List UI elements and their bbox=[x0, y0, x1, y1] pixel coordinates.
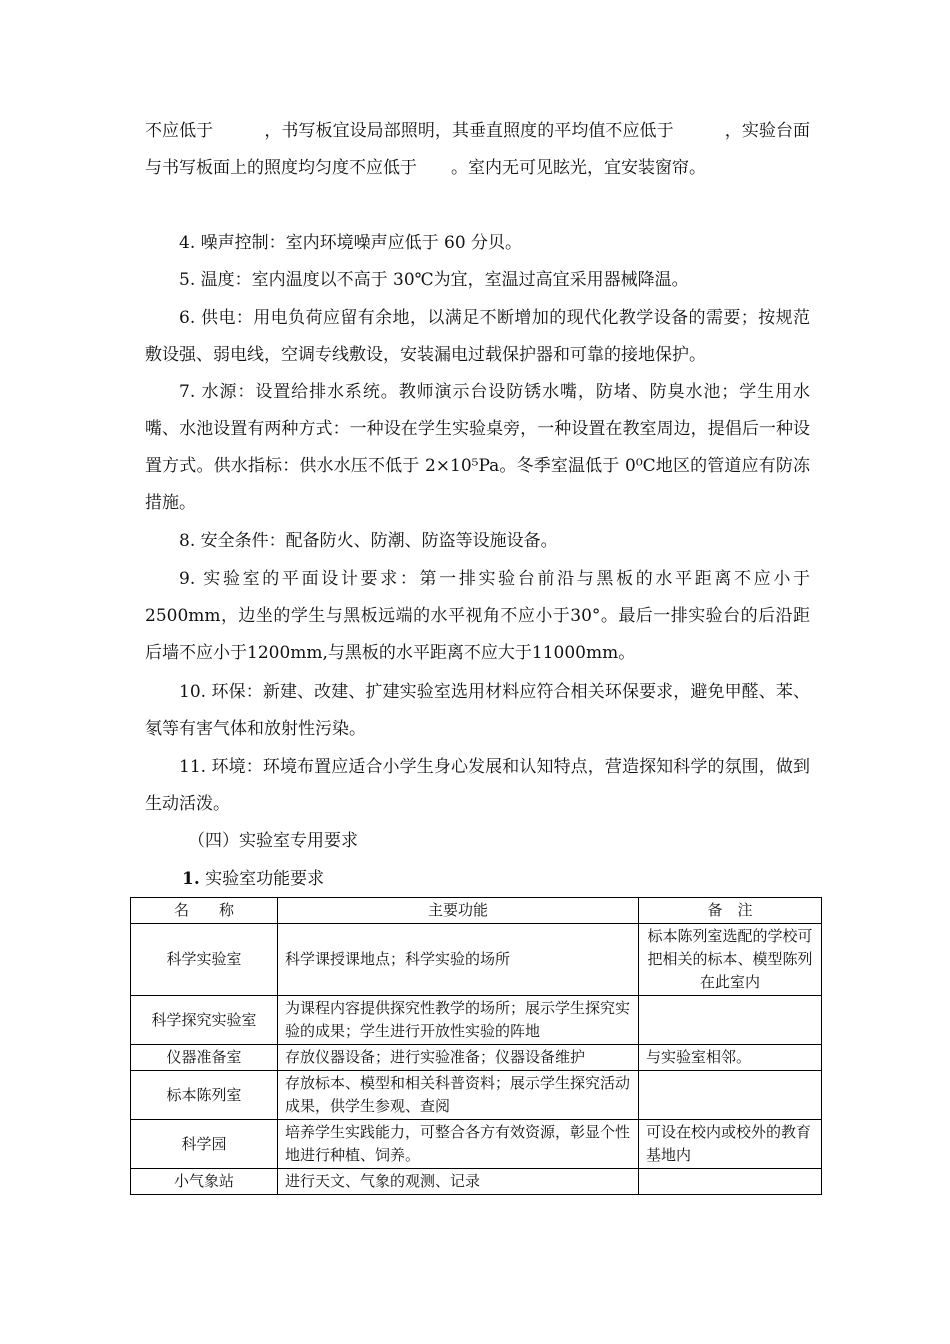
table-row bbox=[131, 1169, 822, 1195]
table-row bbox=[131, 1120, 822, 1169]
row-note bbox=[639, 996, 822, 1045]
paragraph-power: 6. 供电：用电负荷应留有余地，以满足不断增加的现代化教学设备的需要；按规范敷设强、弱电线，空调专线敷设，安装漏电过载保护器和可靠的接地保护。 bbox=[145, 308, 810, 365]
row-note: 与实验室相邻。 bbox=[639, 1045, 822, 1071]
header-note: 备 注 bbox=[639, 898, 822, 924]
row-function: 科学课授课地点；科学实验的场所 bbox=[278, 924, 639, 996]
row-name: 小气象站 bbox=[131, 1169, 278, 1195]
header-name: 名 称 bbox=[131, 898, 278, 924]
row-function: 进行天文、气象的观测、记录 bbox=[278, 1169, 639, 1195]
header-function: 主要功能 bbox=[278, 898, 639, 924]
function-table bbox=[130, 897, 822, 1195]
table-row bbox=[131, 924, 822, 996]
row-name: 科学园 bbox=[131, 1120, 278, 1169]
section-heading: （四）实验室专用要求 bbox=[188, 831, 358, 851]
row-function: 培养学生实践能力，可整合各方有效资源，彰显个性地进行种植、饲养。 bbox=[278, 1120, 639, 1169]
row-name: 科学探究实验室 bbox=[131, 996, 278, 1045]
table-row bbox=[131, 1045, 822, 1071]
row-function: 存放标本、模型和相关科普资料；展示学生探究活动成果，供学生参观、查阅 bbox=[278, 1071, 639, 1120]
table-header-row bbox=[131, 898, 822, 924]
paragraph-water: 7. 水源：设置给排水系统。教师演示台设防锈水嘴，防堵、防臭水池；学生用水嘴、水池设置有两种方式：一种设在学生实验桌旁，一种设置在教室周边，提倡后一种设置方式。供水指标：供水水压不低于 2×10⁵Pa。冬季室温低于 0⁰C地区的管道应有防冻措施。 bbox=[145, 382, 810, 513]
row-function: 为课程内容提供探究性教学的场所；展示学生探究实验的成果；学生进行开放性实验的阵地 bbox=[278, 996, 639, 1045]
paragraph-environment: 11. 环境：环境布置应适合小学生身心发展和认知特点，营造探知科学的氛围，做到生动活泼。 bbox=[145, 757, 810, 814]
row-note bbox=[639, 1071, 822, 1120]
row-name: 标本陈列室 bbox=[131, 1071, 278, 1120]
paragraph-temperature: 5. 温度：室内温度以不高于 30℃为宜，室温过高宜采用器械降温。 bbox=[179, 270, 689, 290]
paragraph-lighting: 不应低于 ，书写板宜设局部照明，其垂直照度的平均值不应低于 ，实验台面与书写板面上的照度均匀度不应低于 。室内无可见眩光，宜安装窗帘。 bbox=[145, 121, 810, 178]
sub-heading-text: 实验室功能要求 bbox=[199, 869, 325, 889]
paragraph-layout: 9. 实验室的平面设计要求：第一排实验台前沿与黑板的水平距离不应小于2500mm，边坐的学生与黑板远端的水平视角不应小于30°。最后一排实验台的后沿距后墙不应小于1200mm,与黑板的水平距离不应大于11000mm。 bbox=[145, 569, 810, 663]
row-name: 科学实验室 bbox=[131, 924, 278, 996]
table-row bbox=[131, 1071, 822, 1120]
row-note: 标本陈列室选配的学校可把相关的标本、模型陈列在此室内 bbox=[639, 924, 822, 996]
row-note bbox=[639, 1169, 822, 1195]
paragraph-safety: 8. 安全条件：配备防火、防潮、防盗等设施设备。 bbox=[179, 531, 558, 551]
sub-heading bbox=[182, 864, 324, 894]
table-row bbox=[131, 996, 822, 1045]
sub-heading-number: 1. bbox=[182, 869, 200, 889]
row-name: 仪器准备室 bbox=[131, 1045, 278, 1071]
paragraph-noise: 4. 噪声控制：室内环境噪声应低于 60 分贝。 bbox=[179, 233, 523, 253]
row-function: 存放仪器设备；进行实验准备；仪器设备维护 bbox=[278, 1045, 639, 1071]
row-note: 可设在校内或校外的教育基地内 bbox=[639, 1120, 822, 1169]
paragraph-environmental: 10. 环保：新建、改建、扩建实验室选用材料应符合相关环保要求，避免甲醛、苯、氡等有害气体和放射性污染。 bbox=[145, 682, 810, 739]
